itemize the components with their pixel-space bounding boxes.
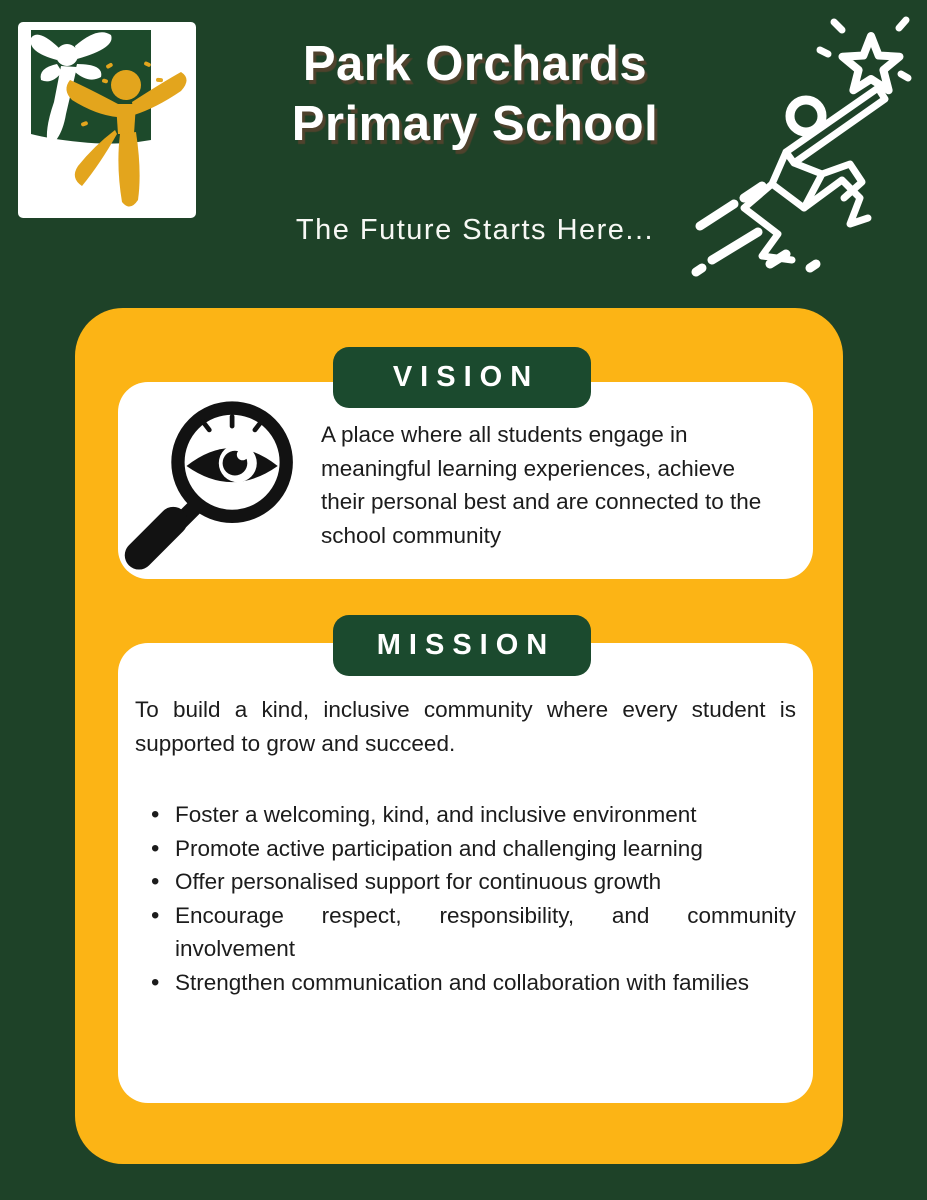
school-logo <box>18 22 196 218</box>
vision-badge-label: VISION <box>392 361 540 393</box>
school-name-line1: Park Orchards <box>302 37 648 91</box>
eye-magnifying-glass-icon <box>120 390 310 580</box>
vision-statement: A place where all students engage in meaningful learning experiences, achieve their personal best and are connected to the school community <box>321 422 762 548</box>
mission-statement: To build a kind, inclusive community where every student is supported to grow and succeed. <box>135 697 796 756</box>
mission-bullet: • Encourage respect, responsibility, and community involvement <box>135 899 796 966</box>
mission-bullet: • Promote active participation and challenging learning <box>135 832 796 866</box>
tagline: The Future Starts Here... <box>295 214 655 246</box>
mission-bullet: • Offer personalised support for continuous growth <box>135 865 796 899</box>
page-title <box>220 34 730 154</box>
mission-bullet-list <box>135 798 796 999</box>
school-name-line2: Primary School <box>291 97 659 151</box>
fairy-and-dancing-child-logo-icon <box>18 22 196 218</box>
mission-badge <box>333 615 591 676</box>
mission-bullet: • Foster a welcoming, kind, and inclusive environment <box>135 798 796 832</box>
mission-bullet: • Strengthen communication and collaboration with families <box>135 966 796 1000</box>
vision-badge <box>333 347 591 408</box>
mission-card <box>118 643 813 1103</box>
person-leaping-to-star-icon <box>682 12 914 286</box>
content-panel <box>75 308 843 1164</box>
mission-badge-label: MISSION <box>376 629 556 661</box>
vision-card <box>118 382 813 579</box>
